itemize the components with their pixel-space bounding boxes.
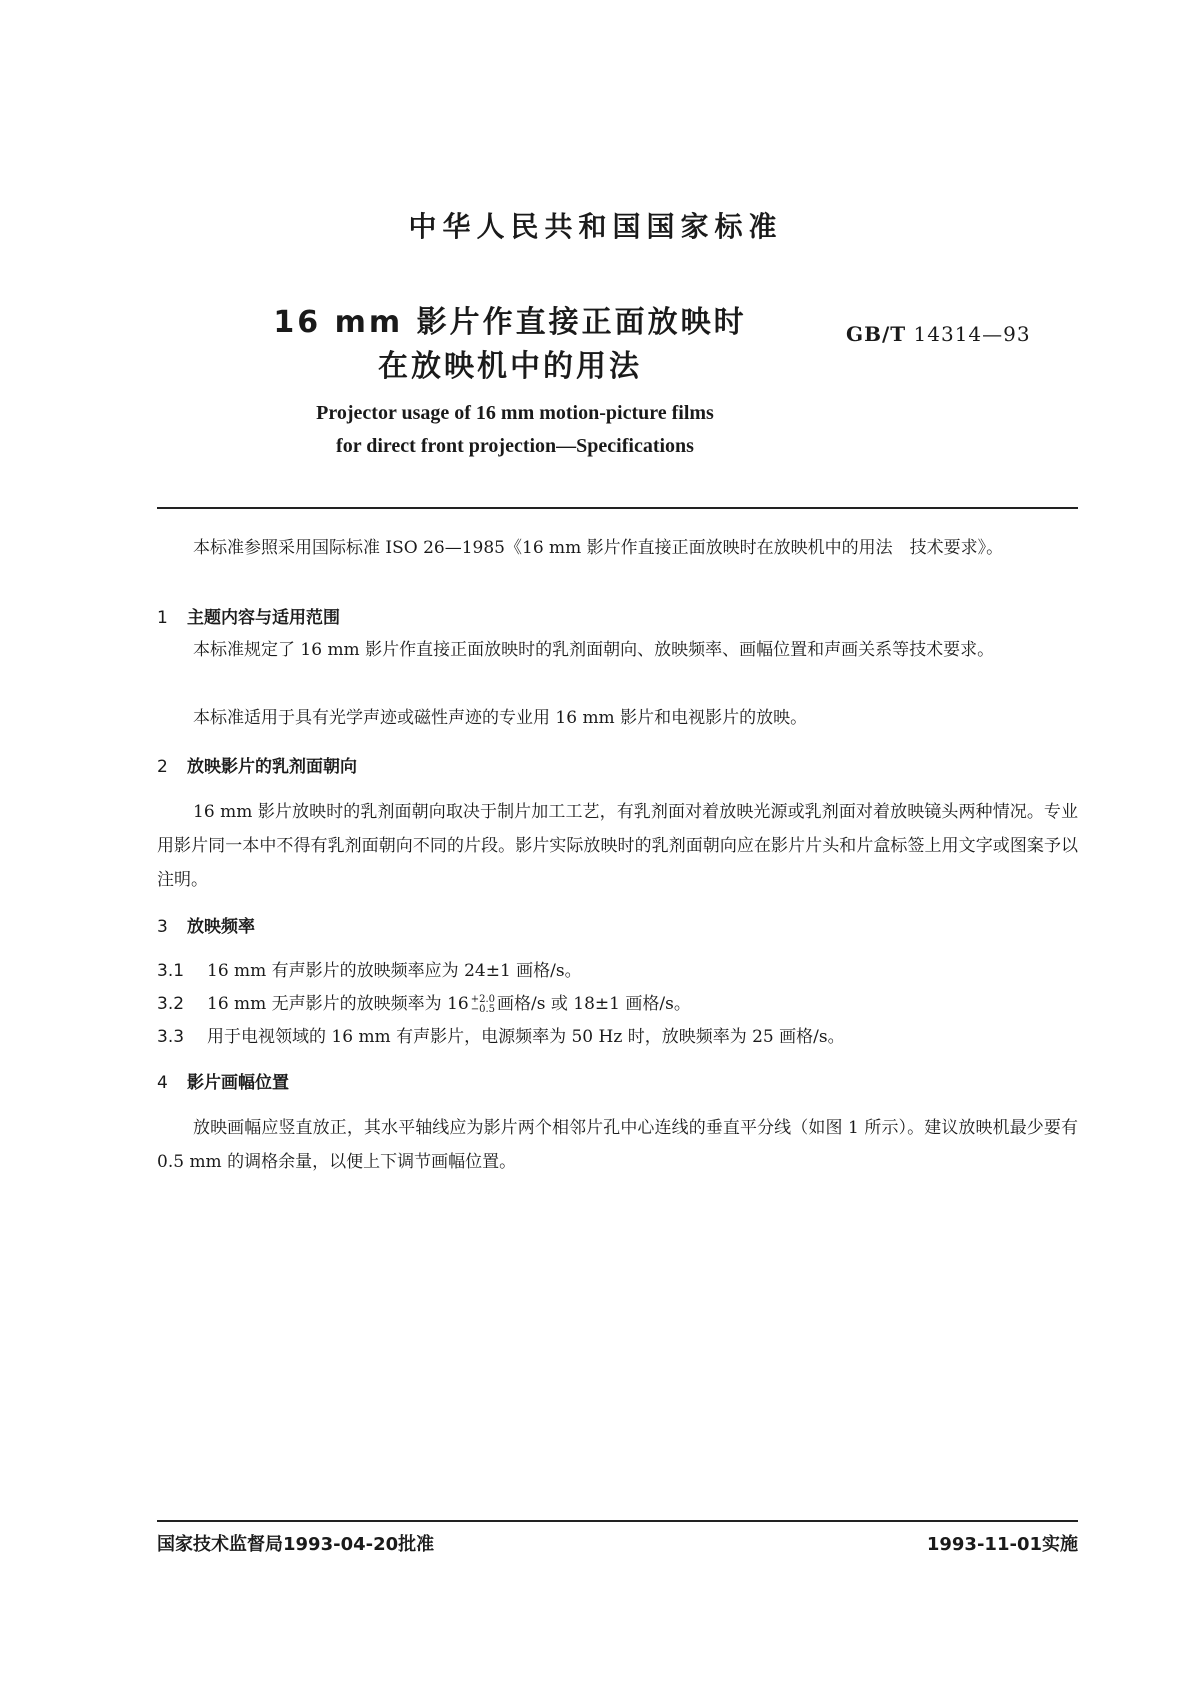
- section-4-heading: [157, 1068, 289, 1093]
- section-4-paragraph-1: 放映画幅应竖直放正，其水平轴线应为影片两个相邻片孔中心连线的垂直平分线（如图 1 所示）。建议放映机最少要有 0.5 mm 的调格余量，以便上下调节画幅位置。: [157, 1118, 1078, 1172]
- tolerance-lower: −0.5: [470, 1003, 496, 1015]
- header-divider: [157, 507, 1078, 509]
- clause-number: 3.2: [157, 994, 185, 1014]
- clause-text-after: 画格/s 或 18±1 画格/s。: [497, 994, 691, 1014]
- intro-paragraph: 本标准参照采用国际标准 ISO 26—1985《16 mm 影片作直接正面放映时在放映机中的用法 技术要求》。: [193, 538, 1004, 558]
- country-standard-title: 中华人民共和国国家标准: [408, 210, 783, 243]
- footer-divider: [157, 1520, 1078, 1522]
- clause-3-3: [157, 1022, 845, 1047]
- section-number: 1: [157, 608, 168, 628]
- section-number: 2: [157, 757, 168, 777]
- clause-3-1: [157, 956, 582, 981]
- standard-title-cn-line2: 在放映机中的用法: [378, 349, 642, 384]
- clause-text: 16 mm 有声影片的放映频率应为 24±1 画格/s。: [207, 961, 582, 981]
- section-title: 主题内容与适用范围: [187, 608, 340, 628]
- section-2-heading: [157, 752, 357, 777]
- standard-title-cn-line1: 16 mm 影片作直接正面放映时: [273, 305, 747, 340]
- standard-code: [846, 322, 1031, 346]
- section-title: 放映影片的乳剂面朝向: [187, 757, 357, 777]
- section-title: 影片画幅位置: [187, 1073, 289, 1093]
- standard-code-prefix: GB/T: [846, 322, 907, 346]
- approval-date: 国家技术监督局1993-04-20批准: [157, 1534, 435, 1555]
- standard-code-number: 14314—93: [913, 322, 1031, 346]
- clause-number: 3.3: [157, 1027, 185, 1047]
- tolerance-upper: +2.0: [470, 993, 496, 1005]
- section-1-heading: [157, 603, 340, 628]
- standard-title-en-line1: Projector usage of 16 mm motion-picture films: [316, 402, 714, 424]
- tolerance: [471, 995, 495, 1015]
- implementation-date: 1993-11-01实施: [926, 1534, 1078, 1555]
- section-1-paragraph-1: 本标准规定了 16 mm 影片作直接正面放映时的乳剂面朝向、放映频率、画幅位置和声画关系等技术要求。: [193, 640, 995, 660]
- section-number: 4: [157, 1073, 168, 1093]
- standard-title-en-line2: for direct front projection—Specifications: [336, 435, 694, 457]
- section-number: 3: [157, 917, 168, 937]
- clause-text: 用于电视领域的 16 mm 有声影片，电源频率为 50 Hz 时，放映频率为 25 画格/s。: [207, 1027, 845, 1047]
- section-3-heading: [157, 912, 255, 937]
- section-1-paragraph-2: 本标准适用于具有光学声迹或磁性声迹的专业用 16 mm 影片和电视影片的放映。: [193, 708, 808, 728]
- clause-text-before: 16 mm 无声影片的放映频率为 16: [207, 994, 469, 1014]
- section-title: 放映频率: [187, 917, 255, 937]
- clause-number: 3.1: [157, 961, 185, 981]
- section-2-paragraph-1: 16 mm 影片放映时的乳剂面朝向取决于制片加工工艺，有乳剂面对着放映光源或乳剂面对着放映镜头两种情况。专业用影片同一本中不得有乳剂面朝向不同的片段。影片实际放映时的乳剂面朝向应在影片片头和片盒标签上用文字或图案予以注明。: [157, 802, 1078, 890]
- clause-3-2: [157, 989, 691, 1015]
